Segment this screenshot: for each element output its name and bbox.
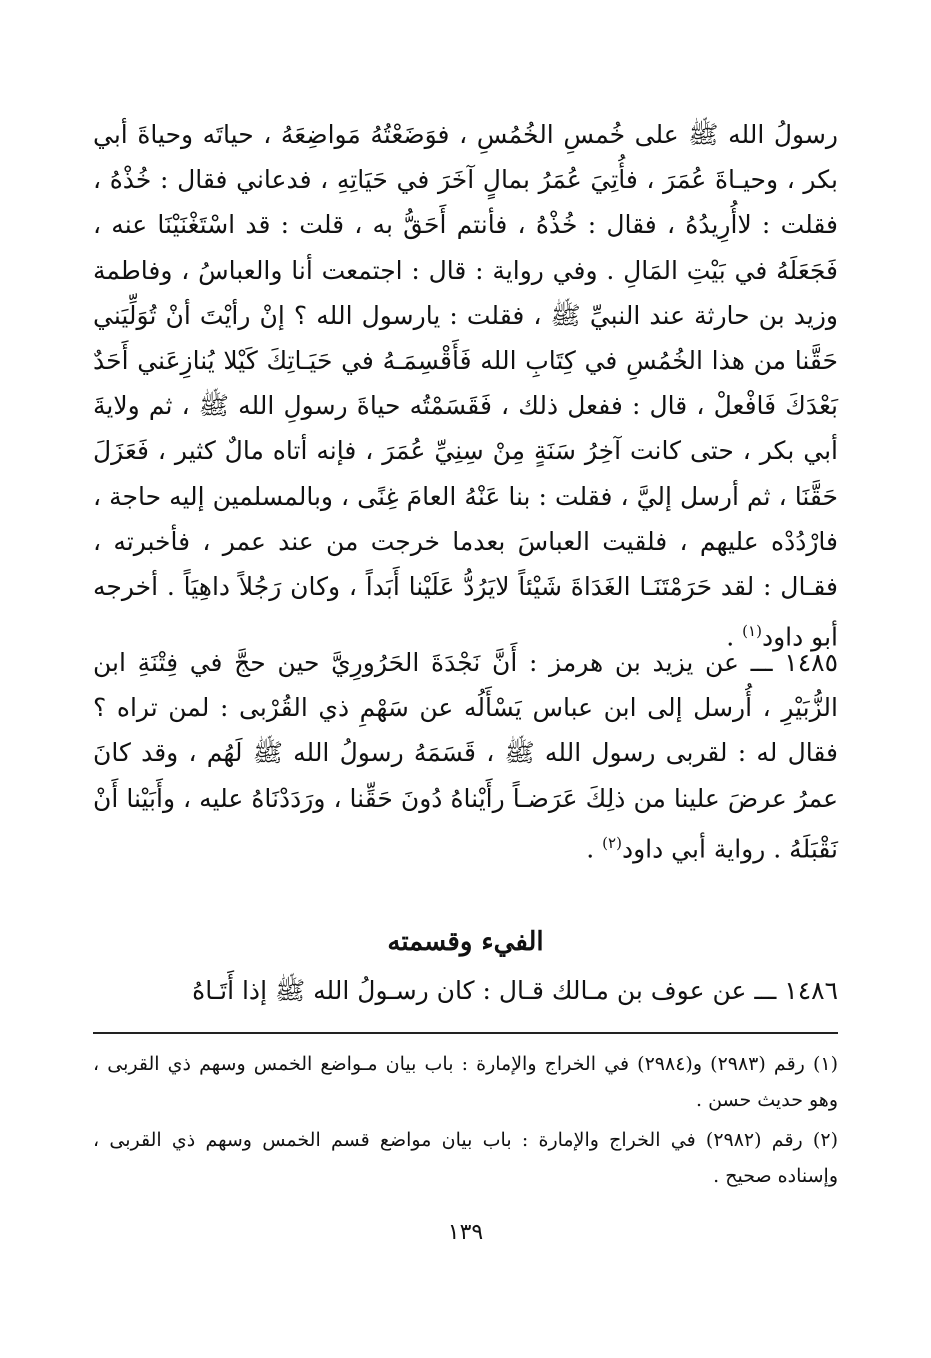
footnote-2: (٢) رقم (٢٩٨٢) في الخراج والإمارة : باب بيان مواضع قسم الخمس وسهم ذي القربى ، وإسناده صحيح .: [93, 1129, 838, 1187]
hadith-1486: ١٤٨٦ ـــ عن عوف بن مـالك قـال : كان رسـولُ الله ﷺ إذا أَتَـاهُ: [192, 976, 838, 1005]
hadith-1485: [93, 640, 838, 871]
footnote-ref-1: (١): [742, 622, 762, 641]
hadith-1484-continuation: [93, 112, 838, 660]
footnote-divider: [93, 1032, 838, 1034]
page-number: ١٣٩: [447, 1220, 484, 1245]
paragraph-text: رسولُ الله ﷺ على خُمسِ الخُمُسِ ، فوَضَعْتُهُ مَواضِعَهُ ، حياتَه وحياةَ أبي بكر ، وحيـاةَ عُمَرَ ، فأُتِيَ عُمَرُ بمالٍ آخَرَ في حَيَاتِهِ ، فدعاني فقال : خُذْهُ ، فقلت : لاأُرِيدُهُ ، فقال : خُذْهُ ، فأنتم أَحَقُّ به ، قلت : قد اسْتَغْنَيْنَا عنه ، فَجَعَلَهُ في بَيْتِ المَالِ . وفي رواية : قال : اجتمعت أنا والعباسُ ، وفاطمة وزيد بن حارثة عند النبيِّ ﷺ ، فقلت : يارسول الله ؟ إنْ رأيْتَ أنْ تُوَلِّيَني حَقَّنا من هذا الخُمُسِ في كِتَابِ الله فَأَقْسِمَـهُ في حَيَـاتِكَ كَيْلا يُنازِعَني أَحَدٌ بَعْدَكَ فَافْعلْ ، قال : ففعل ذلك ، فَقَسَمْتُه حياةَ رسولِ الله ﷺ ، ثم ولايةَ أبي بكر ، حتى كانت آخِرُ سَنَةٍ مِنْ سِنِيِّ عُمَرَ ، فإنه أتاه مالٌ كثير ، فَعَزَلَ حَقَّنَا ، ثم أرسل إليَّ ، فقلت : بنا عَنْهُ العامَ غِنًى ، وبالمسلمين إليه حاجة ، فارْدُدْه عليهم ، فلقيت العباسَ بعدما خرجت من عند عمر ، فأخبرته ، فقـال : لقد حَرَمْتَنَـا الغَدَاةَ شَيْئاً لايَرُدُّ عَلَيْنا أَبَداً ، وكان رَجُلاً داهِيَاً . أخرجه أبو داود: [93, 120, 838, 652]
section-heading: الفيء وقسمته: [387, 927, 544, 957]
footnote-ref-2: (٢): [602, 833, 622, 852]
paragraph-end: .: [726, 622, 743, 652]
footnote-1: (١) رقم (٢٩٨٣) و(٢٩٨٤) في الخراج والإمارة : باب بيان مـواضع الخمس وسهم ذي القربى ، وهو حديث حسن .: [93, 1053, 839, 1111]
paragraph-end: .: [586, 834, 603, 864]
paragraph-text: ١٤٨٥ ـــ عن يزيد بن هرمز : أَنَّ نَجْدَةَ الحَرُورِيَّ حين حجَّ في فِتْنَةِ ابن الزُّبَيْرِ ، أُرسل إلى ابن عباس يَسْأَلُه عن سَهْمِ ذي القُرْبى : لمن تراه ؟ فقال له : لقربى رسول الله ﷺ ، قَسَمَهُ رسولُ الله ﷺ لَهُم ، وقد كانَ عمرُ عرضَ علينا من ذلِكَ عَرَضـاً رأَيْناهُ دُونَ حَقِّنا ، ورَدَدْنَاهُ عليه ، وأَبَيْنا أَنْ نَقْبَلَهُ . رواية أبي داود: [93, 648, 838, 864]
